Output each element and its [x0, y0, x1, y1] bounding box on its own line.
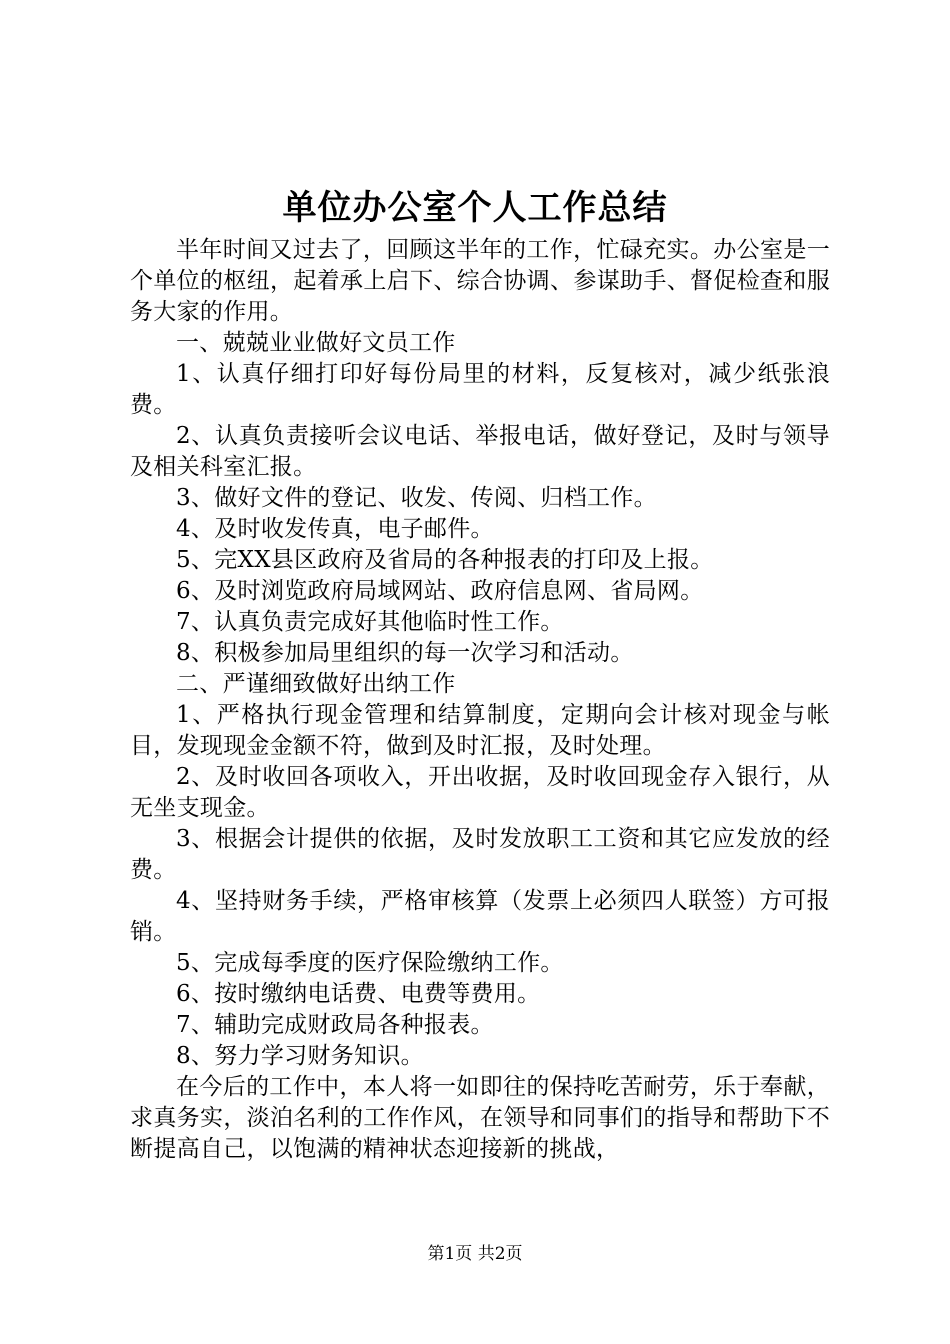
list-item: 8、努力学习财务知识。 — [176, 1043, 424, 1069]
list-item: 5、完XX县区政府及省局的各种报表的打印及上报。 — [176, 547, 714, 573]
list-item: 2、认真负责接听会议电话、举报电话，做好登记，及时与领导及相关科室汇报。 — [130, 423, 830, 480]
document-title: 单位办公室个人工作总结 — [282, 188, 668, 228]
document-body — [130, 235, 830, 1165]
paragraph-closing: 在今后的工作中，本人将一如即往的保持吃苦耐劳，乐于奉献，求真务实，淡泊名利的工作作风，在领导和同事们的指导和帮助下不断提高自己，以饱满的精神状态迎接新的挑战， — [130, 1074, 830, 1162]
list-item: 4、坚持财务手续，严格审核算（发票上必须四人联签）方可报销。 — [130, 888, 830, 945]
list-item: 3、根据会计提供的依据，及时发放职工工资和其它应发放的经费。 — [130, 826, 830, 883]
section-heading-2: 二、严谨细致做好出纳工作 — [176, 671, 456, 697]
list-item: 2、及时收回各项收入，开出收据，及时收回现金存入银行，从无坐支现金。 — [130, 764, 830, 821]
page-footer: 第1页 共2页 — [427, 1244, 523, 1264]
section-heading-1: 一、兢兢业业做好文员工作 — [176, 330, 456, 356]
list-item: 1、认真仔细打印好每份局里的材料，反复核对，减少纸张浪费。 — [130, 361, 830, 418]
list-item: 4、及时收发传真，电子邮件。 — [176, 516, 494, 542]
list-item: 3、做好文件的登记、收发、传阅、归档工作。 — [176, 485, 657, 511]
list-item: 7、认真负责完成好其他临时性工作。 — [176, 609, 564, 635]
list-item: 6、及时浏览政府局域网站、政府信息网、省局网。 — [176, 578, 704, 604]
list-item: 8、积极参加局里组织的每一次学习和活动。 — [176, 640, 634, 666]
list-item: 5、完成每季度的医疗保险缴纳工作。 — [176, 950, 564, 976]
list-item: 6、按时缴纳电话费、电费等费用。 — [176, 981, 541, 1007]
paragraph-intro: 半年时间又过去了，回顾这半年的工作，忙碌充实。办公室是一个单位的枢纽，起着承上启下、综合协调、参谋助手、督促检查和服务大家的作用。 — [130, 237, 830, 325]
list-item: 1、严格执行现金管理和结算制度，定期向会计核对现金与帐目，发现现金金额不符，做到及时汇报，及时处理。 — [130, 702, 830, 759]
list-item: 7、辅助完成财政局各种报表。 — [176, 1012, 494, 1038]
